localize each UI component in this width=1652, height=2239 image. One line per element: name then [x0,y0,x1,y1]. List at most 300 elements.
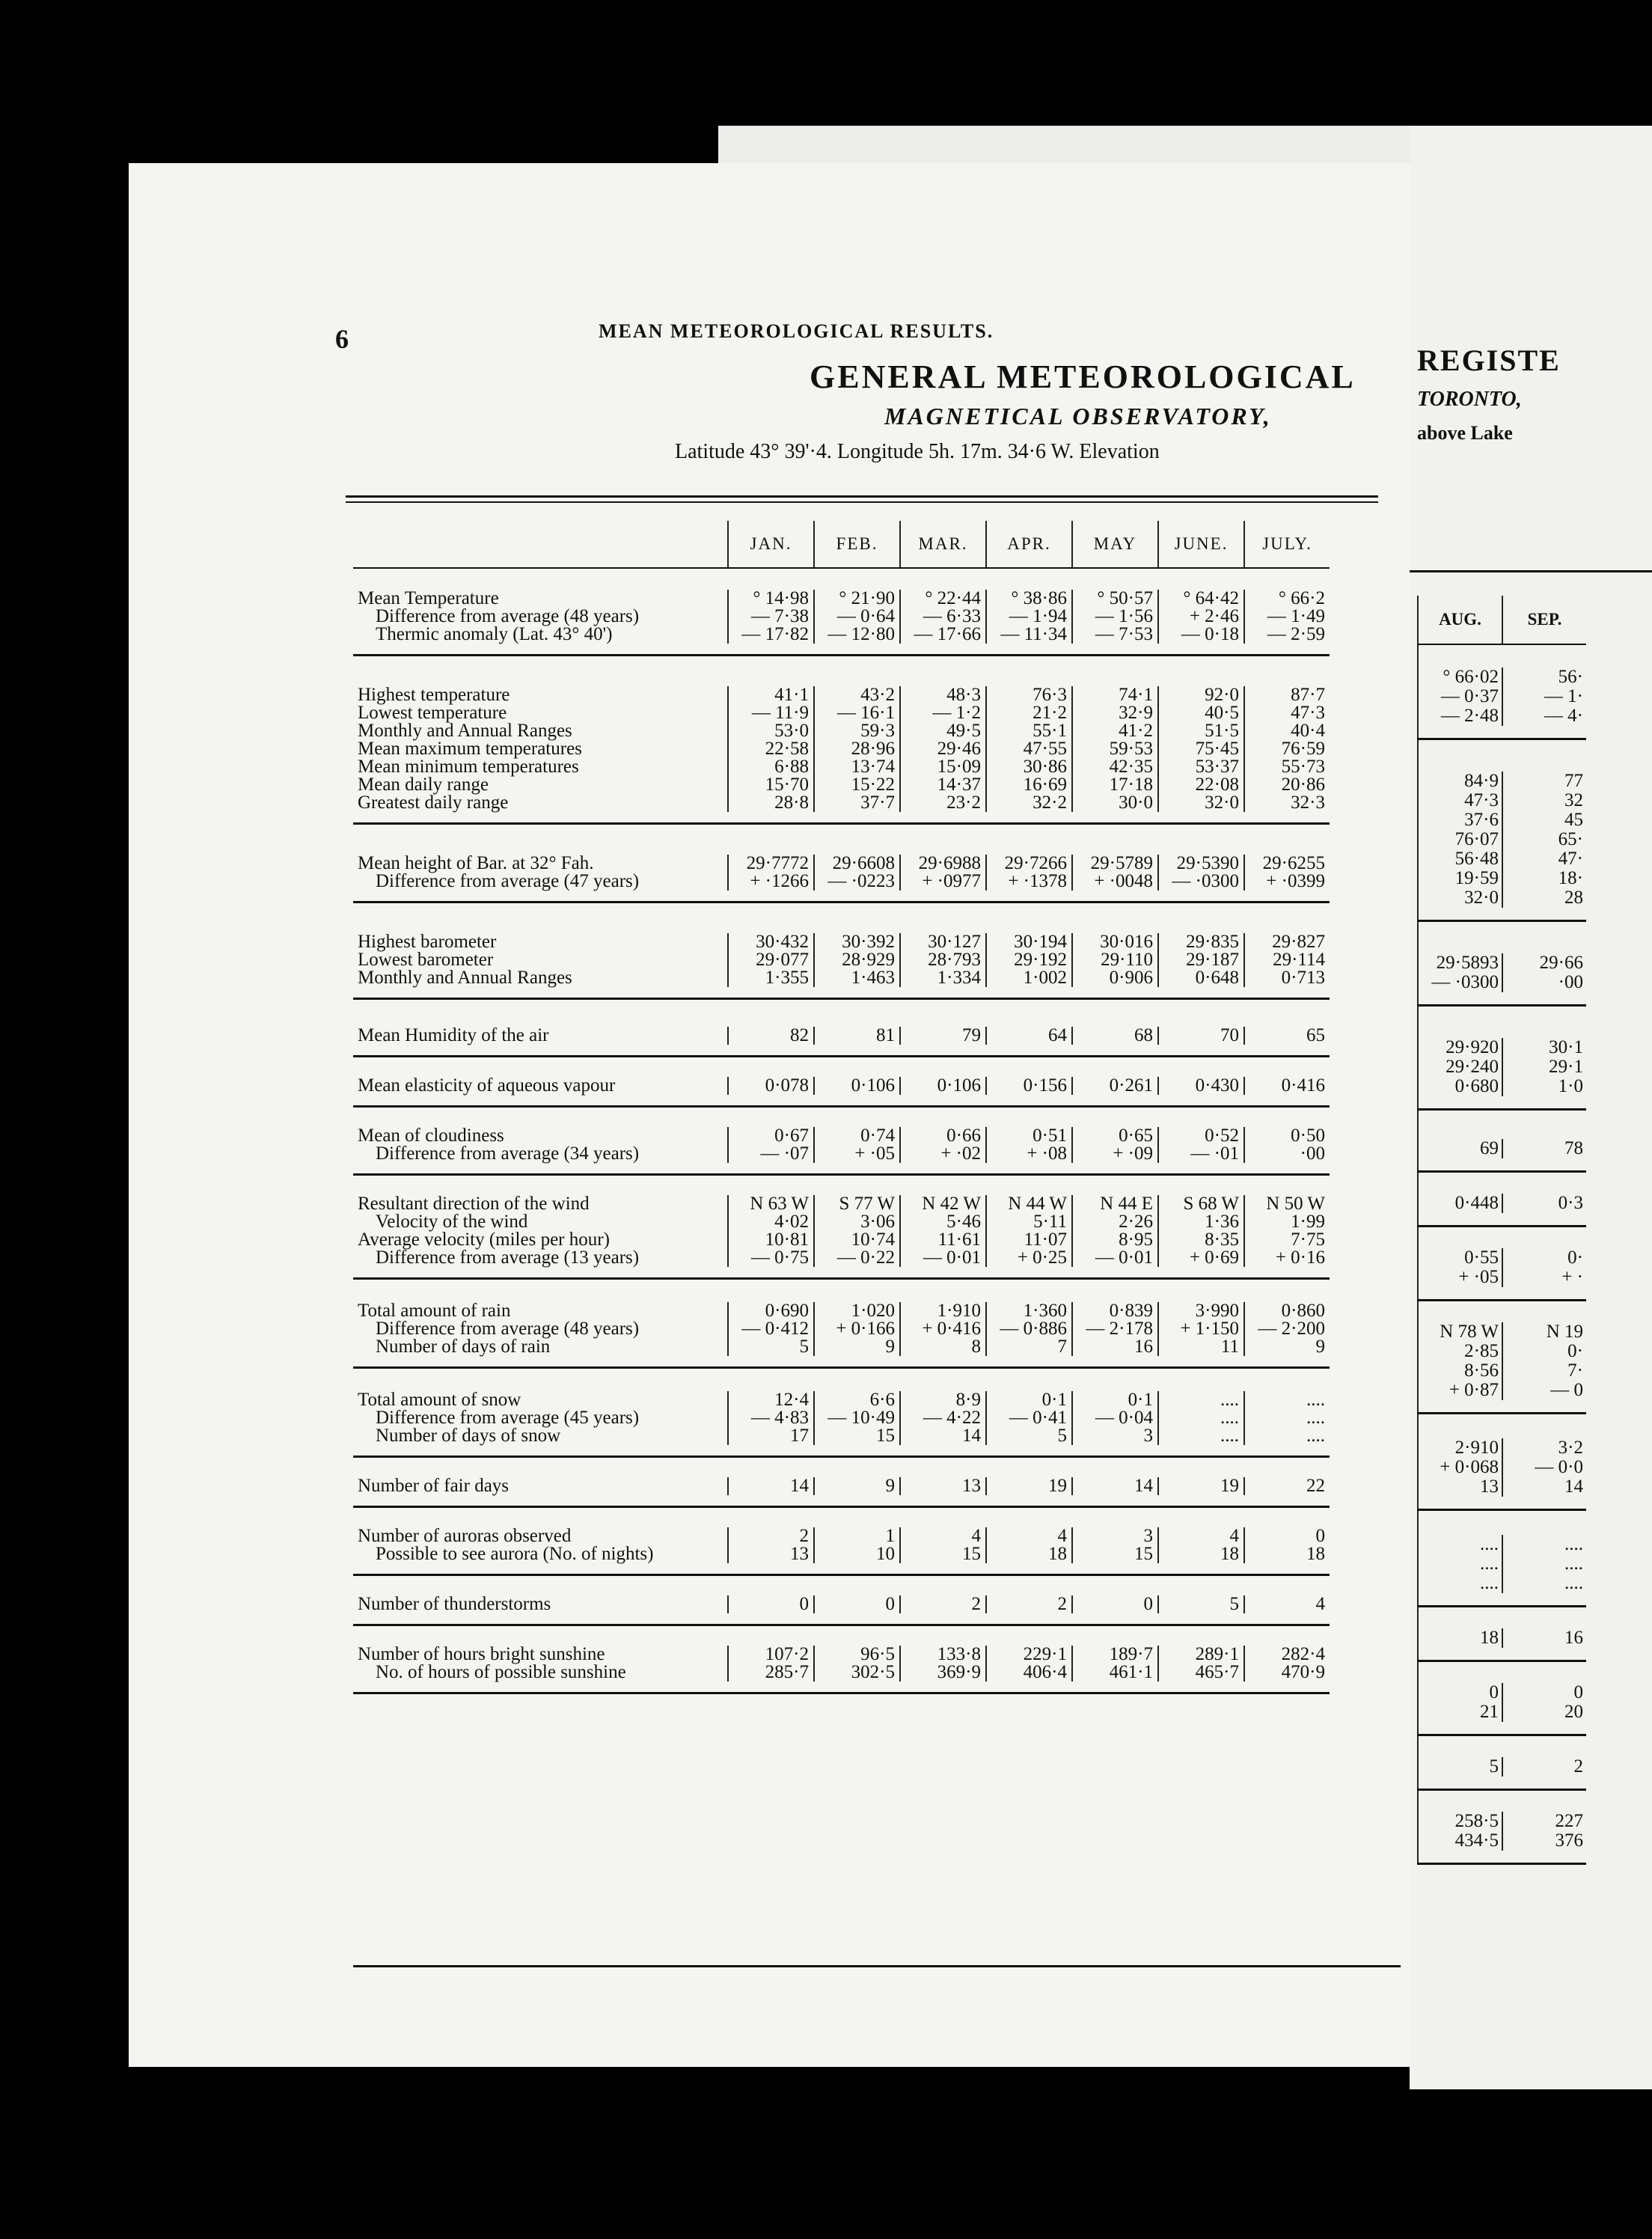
value-cell: + ·1266 [728,873,814,891]
facing-spacer [1418,1227,1586,1249]
facing-row [1418,1574,1586,1593]
table-row [353,1320,1330,1338]
table-row [353,1077,1330,1095]
value-cell: 29·192 [986,951,1072,969]
facing-value-cell: — 0 [1502,1381,1586,1400]
value-cell: 53·37 [1158,758,1244,776]
row-label: Total amount of snow [358,1390,521,1410]
value-cell: 29·077 [728,951,814,969]
facing-page [1410,126,1652,2089]
value-cell: 29·6255 [1244,855,1330,873]
divider-cell [353,1613,1330,1625]
value-cell: 75·45 [1158,740,1244,758]
facing-subtitle-2: above Lake [1417,422,1513,444]
month-header: JAN. [728,521,814,568]
facing-value-cell: 16 [1502,1628,1586,1648]
row-label: Monthly and Annual Ranges [358,721,572,741]
group-spacer [353,999,1330,1027]
facing-value-cell: 28 [1502,888,1586,908]
value-cell: 30·127 [900,933,986,951]
value-cell: 28·929 [814,951,900,969]
value-cell: 5·46 [900,1213,986,1231]
value-cell: — 0·04 [1072,1409,1158,1427]
facing-row [1418,1831,1586,1851]
divider-cell [1418,1400,1586,1414]
value-cell: 70 [1158,1027,1244,1045]
facing-row [1418,869,1586,888]
facing-value-cell: .... [1502,1574,1586,1593]
facing-row [1418,849,1586,869]
value-cell: 8·9 [900,1391,986,1409]
value-cell: 32·0 [1158,794,1244,812]
value-cell: 9 [1244,1338,1330,1356]
table-row [353,1195,1330,1213]
label-header [353,521,728,568]
value-cell: 5 [986,1427,1072,1445]
table-row [353,951,1330,969]
spacer-cell [353,1107,1330,1128]
row-label: Difference from average (47 years) [376,871,640,891]
value-cell: 11 [1158,1338,1244,1356]
value-cell: 8·35 [1158,1231,1244,1249]
value-cell: 29·187 [1158,951,1244,969]
spacer-cell [1418,1172,1586,1194]
table-row [353,1545,1330,1563]
value-cell: .... [1158,1391,1244,1409]
value-cell: 13 [728,1545,814,1563]
value-cell: 11·61 [900,1231,986,1249]
value-cell: 30·392 [814,933,900,951]
row-label: Difference from average (34 years) [376,1143,640,1164]
value-cell: 30·86 [986,758,1072,776]
value-cell: 79 [900,1027,986,1045]
value-cell: 19 [986,1477,1072,1495]
facing-rule [1410,570,1652,572]
value-cell: 29·835 [1158,933,1244,951]
value-cell: 1·910 [900,1302,986,1320]
facing-value-cell: 0 [1502,1683,1586,1702]
row-label: Mean maximum temperatures [358,739,582,759]
facing-value-cell: — 0·37 [1418,687,1502,706]
value-cell: 81 [814,1027,900,1045]
facing-row [1418,1077,1586,1096]
facing-row [1418,1057,1586,1077]
value-cell: 9 [814,1477,900,1495]
table-row [353,1213,1330,1231]
value-cell: 1·020 [814,1302,900,1320]
facing-divider [1418,1777,1586,1790]
spacer-cell [353,902,1330,934]
value-cell: 0·106 [900,1077,986,1095]
page-number: 6 [335,324,349,354]
value-cell: 47·3 [1244,704,1330,722]
group-divider [353,812,1330,824]
facing-spacer [1418,739,1586,772]
value-cell: 5·11 [986,1213,1072,1231]
value-cell: .... [1158,1427,1244,1445]
value-cell: 0·839 [1072,1302,1158,1320]
facing-value-cell: 65· [1502,830,1586,849]
value-cell: 41·1 [728,686,814,704]
spacer-cell [353,1575,1330,1596]
value-cell: 48·3 [900,686,986,704]
value-cell: + 0·416 [900,1320,986,1338]
value-cell: 4 [986,1527,1072,1545]
divider-cell [353,1095,1330,1107]
value-cell: 18 [1244,1545,1330,1563]
value-cell: 6·88 [728,758,814,776]
divider-cell [353,1045,1330,1057]
spacer-cell [1418,1301,1586,1323]
group-spacer [353,1625,1330,1646]
value-cell: — 1·94 [986,608,1072,626]
value-cell: + ·05 [814,1145,900,1163]
value-cell: N 44 E [1072,1195,1158,1213]
value-cell: 30·0 [1072,794,1158,812]
facing-spacer [1418,921,1586,954]
spacer-cell [1418,1661,1586,1684]
facing-value-cell: 29·240 [1418,1057,1502,1077]
table-row [353,758,1330,776]
facing-divider [1418,1287,1586,1301]
value-cell: 16·69 [986,776,1072,794]
facing-row [1418,973,1586,992]
row-label: Difference from average (13 years) [376,1247,640,1268]
value-cell: .... [1244,1427,1330,1445]
facing-value-cell: 29·920 [1418,1038,1502,1057]
table-row [353,704,1330,722]
facing-row [1418,1038,1586,1057]
month-header: JUNE. [1158,521,1244,568]
row-label: Difference from average (48 years) [376,1319,640,1339]
spacer-cell [1418,1790,1586,1812]
value-cell: — 4·22 [900,1409,986,1427]
value-cell: — 10·49 [814,1409,900,1427]
value-cell: — 7·53 [1072,626,1158,644]
facing-header-row [1418,596,1586,644]
value-cell: 96·5 [814,1646,900,1664]
facing-row [1418,1381,1586,1400]
row-label: Total amount of rain [358,1301,511,1321]
group-spacer [353,1507,1330,1528]
table-row [353,1527,1330,1545]
facing-row [1418,888,1586,908]
value-cell: 15·70 [728,776,814,794]
value-cell: 7 [986,1338,1072,1356]
facing-value-cell: .... [1418,1554,1502,1574]
value-cell: ° 38·86 [986,590,1072,608]
value-cell: 18 [986,1545,1072,1563]
facing-value-cell: 0 [1418,1683,1502,1702]
group-spacer [353,1107,1330,1128]
spacer-cell [1418,921,1586,954]
row-label: Mean of cloudiness [358,1125,504,1146]
value-cell: 14 [728,1477,814,1495]
row-label: Lowest barometer [358,950,494,970]
facing-value-cell: 21 [1418,1702,1502,1722]
facing-value-cell: — 1· [1502,687,1586,706]
value-cell: 55·1 [986,722,1072,740]
facing-divider [1418,1096,1586,1110]
value-cell: ° 66·2 [1244,590,1330,608]
spacer-cell [353,1625,1330,1646]
facing-row [1418,1194,1586,1213]
value-cell: 28·793 [900,951,986,969]
value-cell: 16 [1072,1338,1158,1356]
value-cell: 1·334 [900,969,986,987]
table-row [353,1646,1330,1664]
facing-divider [1418,1851,1586,1864]
value-cell: .... [1244,1409,1330,1427]
divider-cell [353,1356,1330,1368]
facing-value-cell: + 0·87 [1418,1381,1502,1400]
group-spacer [353,1057,1330,1078]
value-cell: 0·690 [728,1302,814,1320]
value-cell: — 2·200 [1244,1320,1330,1338]
facing-row [1418,810,1586,830]
value-cell: 29·827 [1244,933,1330,951]
facing-row [1418,953,1586,973]
value-cell: 289·1 [1158,1646,1244,1664]
value-cell: N 42 W [900,1195,986,1213]
row-label: Possible to see aurora (No. of nights) [376,1544,654,1564]
value-cell: 22 [1244,1477,1330,1495]
facing-row [1418,830,1586,849]
row-label: Number of days of snow [376,1426,561,1446]
facing-spacer [1418,1006,1586,1039]
header-rule [346,495,1378,498]
divider-cell [1418,1851,1586,1864]
facing-row [1418,1361,1586,1381]
divider-cell [1418,1648,1586,1661]
value-cell: — 7·38 [728,608,814,626]
table-row [353,794,1330,812]
row-label: Velocity of the wind [376,1212,528,1232]
group-spacer [353,1175,1330,1196]
value-cell: 20·86 [1244,776,1330,794]
facing-divider [1418,1497,1586,1510]
facing-spacer [1418,1661,1586,1684]
value-cell: 87·7 [1244,686,1330,704]
value-cell: 0·106 [814,1077,900,1095]
group-spacer [353,568,1330,590]
facing-value-cell: 47·3 [1418,791,1502,810]
header-rule-thin [346,501,1378,503]
facing-value-cell: .... [1418,1574,1502,1593]
value-cell: — 2·59 [1244,626,1330,644]
month-header-row [353,521,1330,568]
group-spacer [353,902,1330,934]
month-header: FEB. [814,521,900,568]
facing-value-cell: 13 [1418,1477,1502,1497]
value-cell: 29·46 [900,740,986,758]
value-cell: 10·81 [728,1231,814,1249]
table-row [353,1427,1330,1445]
facing-value-cell: ° 66·02 [1418,668,1502,687]
value-cell: — 0·18 [1158,626,1244,644]
row-label: Lowest temperature [358,703,507,723]
table-row [353,740,1330,758]
value-cell: 10 [814,1545,900,1563]
facing-value-cell: — 4· [1502,706,1586,726]
value-cell: + 0·69 [1158,1249,1244,1267]
table-row [353,969,1330,987]
value-cell: N 50 W [1244,1195,1330,1213]
group-divider [353,1445,1330,1457]
divider-cell [1418,1287,1586,1301]
divider-cell [353,891,1330,902]
divider-cell [353,1163,1330,1175]
facing-spacer [1418,1510,1586,1536]
value-cell: 2 [728,1527,814,1545]
value-cell: 0·860 [1244,1302,1330,1320]
value-cell: .... [1158,1409,1244,1427]
facing-row [1418,1322,1586,1342]
facing-divider [1418,992,1586,1006]
row-label: Resultant direction of the wind [358,1194,590,1214]
value-cell: 32·2 [986,794,1072,812]
table-body [353,568,1330,1693]
value-cell: 29·6988 [900,855,986,873]
value-cell: 0·713 [1244,969,1330,987]
facing-row [1418,1628,1586,1648]
value-cell: — 0·01 [1072,1249,1158,1267]
value-cell: 470·9 [1244,1664,1330,1681]
value-cell: — 1·49 [1244,608,1330,626]
group-divider [353,987,1330,999]
facing-row [1418,687,1586,706]
facing-value-cell: 47· [1502,849,1586,869]
facing-value-cell: — 0·0 [1502,1458,1586,1477]
facing-row [1418,1535,1586,1554]
facing-value-cell: 434·5 [1418,1831,1502,1851]
spacer-cell [353,1457,1330,1478]
divider-cell [1418,1213,1586,1227]
facing-spacer [1418,1735,1586,1758]
value-cell: 4 [900,1527,986,1545]
row-label: Number of auroras observed [358,1526,572,1546]
value-cell: 82 [728,1027,814,1045]
facing-value-cell: 2 [1502,1757,1586,1777]
facing-value-cell: + ·05 [1418,1268,1502,1287]
facing-value-cell: 32·0 [1418,888,1502,908]
value-cell: — 0·22 [814,1249,900,1267]
divider-cell [353,1445,1330,1457]
facing-divider [1418,1213,1586,1227]
facing-value-cell: 2·910 [1418,1438,1502,1458]
group-divider [353,644,1330,656]
row-label: Number of days of rain [376,1337,551,1357]
facing-row [1418,668,1586,687]
value-cell: 32·9 [1072,704,1158,722]
row-label: Mean Humidity of the air [358,1025,549,1045]
facing-divider [1418,1722,1586,1735]
table-row [353,1477,1330,1495]
value-cell: 369·9 [900,1664,986,1681]
facing-value-cell: 7· [1502,1361,1586,1381]
divider-cell [353,1681,1330,1693]
spacer-cell [353,999,1330,1027]
divider-cell [353,1495,1330,1507]
facing-value-cell: 78 [1502,1139,1586,1158]
value-cell: 76·3 [986,686,1072,704]
facing-row [1418,1554,1586,1574]
value-cell: 64 [986,1027,1072,1045]
value-cell: 6·6 [814,1391,900,1409]
main-page [129,163,1429,2067]
value-cell: 4 [1244,1595,1330,1613]
facing-row [1418,706,1586,726]
value-cell: 22·08 [1158,776,1244,794]
value-cell: 10·74 [814,1231,900,1249]
table-row [353,608,1330,626]
table-row [353,626,1330,644]
divider-cell [1418,1777,1586,1790]
facing-spacer [1418,1607,1586,1629]
value-cell: — 6·33 [900,608,986,626]
value-cell: 29·7772 [728,855,814,873]
value-cell: 189·7 [1072,1646,1158,1664]
table-row [353,855,1330,873]
facing-row [1418,1458,1586,1477]
facing-row [1418,1683,1586,1702]
value-cell: 53·0 [728,722,814,740]
value-cell: 15 [1072,1545,1158,1563]
facing-value-cell: ·00 [1502,973,1586,992]
facing-value-cell: 14 [1502,1477,1586,1497]
facing-row [1418,791,1586,810]
value-cell: ·00 [1244,1145,1330,1163]
value-cell: — 17·66 [900,626,986,644]
value-cell: 3 [1072,1527,1158,1545]
value-cell: 28·8 [728,794,814,812]
value-cell: — 0·75 [728,1249,814,1267]
table-row [353,1409,1330,1427]
divider-cell [1418,726,1586,739]
facing-row [1418,1268,1586,1287]
facing-value-cell: 0· [1502,1342,1586,1361]
facing-divider [1418,1593,1586,1607]
value-cell: — 0·41 [986,1409,1072,1427]
value-cell: 0·430 [1158,1077,1244,1095]
value-cell: 0·50 [1244,1127,1330,1145]
value-cell: 0·51 [986,1127,1072,1145]
facing-value-cell: 0·3 [1502,1194,1586,1213]
value-cell: 0·65 [1072,1127,1158,1145]
value-cell: 1 [814,1527,900,1545]
value-cell: 3·06 [814,1213,900,1231]
value-cell: 3 [1072,1427,1158,1445]
value-cell: 285·7 [728,1664,814,1681]
row-label: Average velocity (miles per hour) [358,1230,610,1250]
value-cell: 59·53 [1072,740,1158,758]
table-row [353,933,1330,951]
spacer-cell [353,824,1330,855]
value-cell: + 0·16 [1244,1249,1330,1267]
table-row [353,1231,1330,1249]
facing-spacer [1418,644,1586,668]
value-cell: .... [1244,1391,1330,1409]
value-cell: + ·0048 [1072,873,1158,891]
facing-value-cell: 227 [1502,1812,1586,1831]
row-label: Number of thunderstorms [358,1594,551,1614]
facing-row [1418,1248,1586,1268]
spacer-cell [1418,1735,1586,1758]
table-row [353,1249,1330,1267]
facing-value-cell: 45 [1502,810,1586,830]
facing-value-cell: 84·9 [1418,772,1502,791]
value-cell: — 0·412 [728,1320,814,1338]
